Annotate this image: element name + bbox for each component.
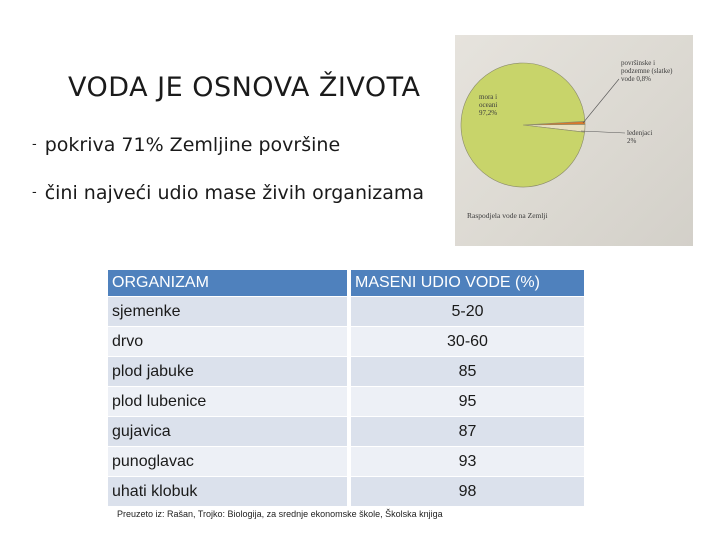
slide-title: VODA JE OSNOVA ŽIVOTA [68, 72, 421, 103]
fresh-water-label [621, 59, 673, 83]
ocean-label-value: 97,2% [479, 109, 498, 117]
header-organism: ORGANIZAM [108, 270, 347, 297]
fresh-water-leader-line [583, 79, 619, 123]
table-row [108, 357, 584, 387]
organism-cell: punoglavac [108, 447, 347, 477]
bullet-marker: - [32, 137, 37, 152]
value-cell: 5-20 [351, 297, 584, 327]
ice-label-line1: ledenjaci [627, 129, 653, 137]
pie-chart-photo [455, 35, 693, 246]
table-row [108, 327, 584, 357]
header-water-share: MASENI UDIO VODE (%) [351, 270, 584, 297]
water-content-table [108, 270, 584, 507]
ocean-label [479, 93, 497, 117]
source-citation: Preuzeto iz: Rašan, Trojko: Biologija, za srednje ekonomske škole, Školska knjiga [117, 509, 443, 519]
ice-label [627, 129, 652, 145]
table-row [108, 417, 584, 447]
bullet-text: pokriva 71% Zemljine površine [44, 134, 341, 156]
organism-cell: gujavica [108, 417, 347, 447]
bullet-item [32, 134, 340, 156]
ocean-label-line1: mora i [479, 93, 498, 101]
ocean-label-line2: oceani [479, 101, 498, 109]
table-header-row [108, 270, 584, 297]
table-row [108, 387, 584, 417]
table-row [108, 477, 584, 507]
bullet-marker: - [32, 185, 37, 200]
ice-label-line2: 2% [627, 137, 637, 145]
organism-cell: plod lubenice [108, 387, 347, 417]
value-cell: 87 [351, 417, 584, 447]
organism-cell: sjemenke [108, 297, 347, 327]
organism-cell: drvo [108, 327, 347, 357]
value-cell: 93 [351, 447, 584, 477]
bullet-item [32, 182, 424, 204]
pie-caption: Raspodjela vode na Zemlji [467, 211, 548, 220]
value-cell: 85 [351, 357, 584, 387]
fresh-label-line3: vode 0,8% [621, 75, 651, 83]
table-row [108, 297, 584, 327]
ice-leader-line [581, 131, 625, 133]
bullet-text: čini najveći udio mase živih organizama [44, 182, 425, 204]
fresh-label-line2: podzemne (slatke) [621, 67, 673, 75]
fresh-label-line1: površinske i [621, 59, 656, 67]
value-cell: 98 [351, 477, 584, 507]
value-cell: 95 [351, 387, 584, 417]
value-cell: 30-60 [351, 327, 584, 357]
organism-cell: uhati klobuk [108, 477, 347, 507]
organism-cell: plod jabuke [108, 357, 347, 387]
table-row [108, 447, 584, 477]
